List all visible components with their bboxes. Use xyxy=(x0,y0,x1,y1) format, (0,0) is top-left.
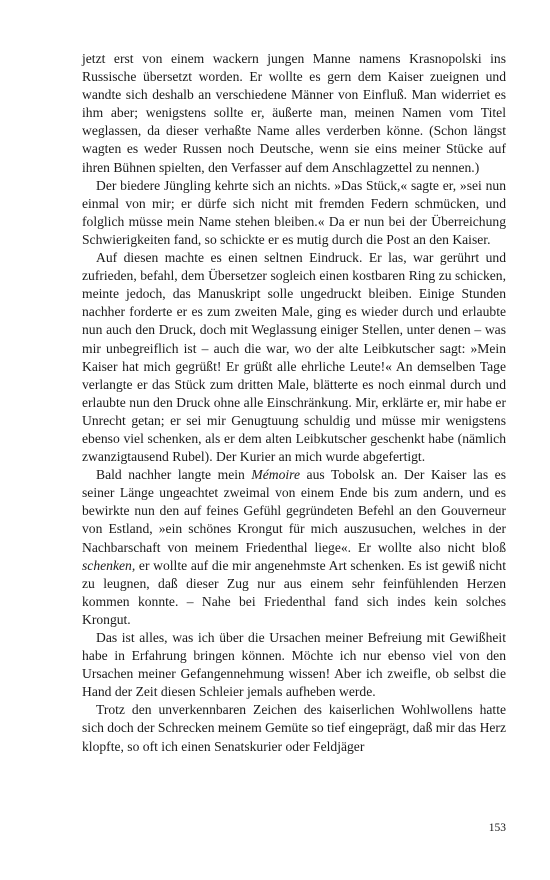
paragraph-4 xyxy=(82,466,506,629)
paragraph-2 xyxy=(82,177,506,249)
paragraph-1 xyxy=(82,50,506,177)
body-text xyxy=(82,50,506,756)
text-run: Der biedere Jüngling kehrte sich an nichts. »Das Stück,« sagte er, »sei nun einmal von mir; er dürfe sich nicht mit fremden Federn schmücken, und folglich müsse mein Name stehen bleiben.« Da er nun bei der Überreichung Schwierigkeiten fand, so schickte er es mutig durch die Post an den Kaiser. xyxy=(82,177,506,247)
page-number: 153 xyxy=(488,822,506,834)
paragraph-6 xyxy=(82,701,506,755)
text-run: aus Tobolsk an. Der Kaiser las es seiner Länge ungeachtet zweimal von einem Ende bis zum andern, und es bewirkte nun den auf feines Gefühl gegründeten Befehl an den Gouverneur von Estland, »ein schönes Krongut für mich auszusuchen, welches in der Nachbarschaft von meinem Friedenthal liege«. Er wollte also nicht bloß xyxy=(82,467,507,555)
text-run: Trotz den unverkennbaren Zeichen des kaiserlichen Wohlwollens hatte sich doch der Schrecken meinem Gemüte so tief eingeprägt, daß mir das Herz klopfte, so oft ich einen Senatskurier oder Feldjäger xyxy=(82,702,506,754)
emphasis-text: Mémoire xyxy=(251,467,300,483)
text-run: jetzt erst von einem wackern jungen Manne namens Krasnopolski ins Russische übersetzt worden. Er wollte es gern dem Kaiser zueignen und wandte sich deshalb an verschiedene Männer von Einfluß. Man widerriet es ihm aber; wenigstens sollte er, äußerte man, meinen Namen vom Titel weglassen, da dieser verhaßte Name alles verderben könne. (Schon längst wagten es weder Russen noch Deutsche, wenn sie eins meiner Stücke auf ihren Bühnen spielten, den Verfasser auf dem Anschlagzettel zu nennen.) xyxy=(82,51,506,175)
paragraph-3 xyxy=(82,249,506,466)
paragraph-5 xyxy=(82,629,506,701)
text-run: er wollte auf die mir angenehmste Art schenken. Es ist gewiß nicht zu leugnen, daß dieser Zug nur aus einem sehr feinfühlenden Herzen kommen konnte. – Nahe bei Friedenthal fand sich indes kein solches Krongut. xyxy=(82,557,506,627)
emphasis-text: schenken, xyxy=(82,557,136,573)
text-run: Bald nachher langte mein xyxy=(96,467,252,483)
text-run: Das ist alles, was ich über die Ursachen meiner Befreiung mit Gewißheit habe in Erfahrung bringen können. Möchte ich nur ebenso viel von den Ursachen meiner Gefangennehmung wissen! Aber ich zweifle, ob selbst die Hand der Zeit diesen Schleier jemals aufheben werde. xyxy=(82,630,506,700)
text-run: Auf diesen machte es einen seltnen Eindruck. Er las, war gerührt und zufrieden, befahl, dem Übersetzer sogleich einen kostbaren Ring zu schicken, meinte jedoch, das Manuskript solle ungedruckt bleiben. Einige Stunden nachher forderte er es zum zweiten Male, ging es wieder durch und erlaubte nun auch den Druck, doch mit Weglassung einiger Stellen, unter denen – was mir unbegreiflich ist – auch die war, wo der alte Leibkutscher sagt: »Mein Kaiser hat mich gegrüßt! Er grüßt alle ehrliche Leute!« An demselben Tage verlangte er das Stück zum dritten Male, blätterte es noch einmal durch und erlaubte nun den Druck ohne alle Einschränkung. Mir, erklärte er, mir habe er Unrecht getan; er sei mir Genugtuung schuldig und müsse mir wenigstens ebenso viel schenken, als er dem alten Leibkutscher geschenkt habe (nämlich zwanzigtausend Rubel). Der Kurier an mich wurde abgefertigt. xyxy=(82,250,506,465)
